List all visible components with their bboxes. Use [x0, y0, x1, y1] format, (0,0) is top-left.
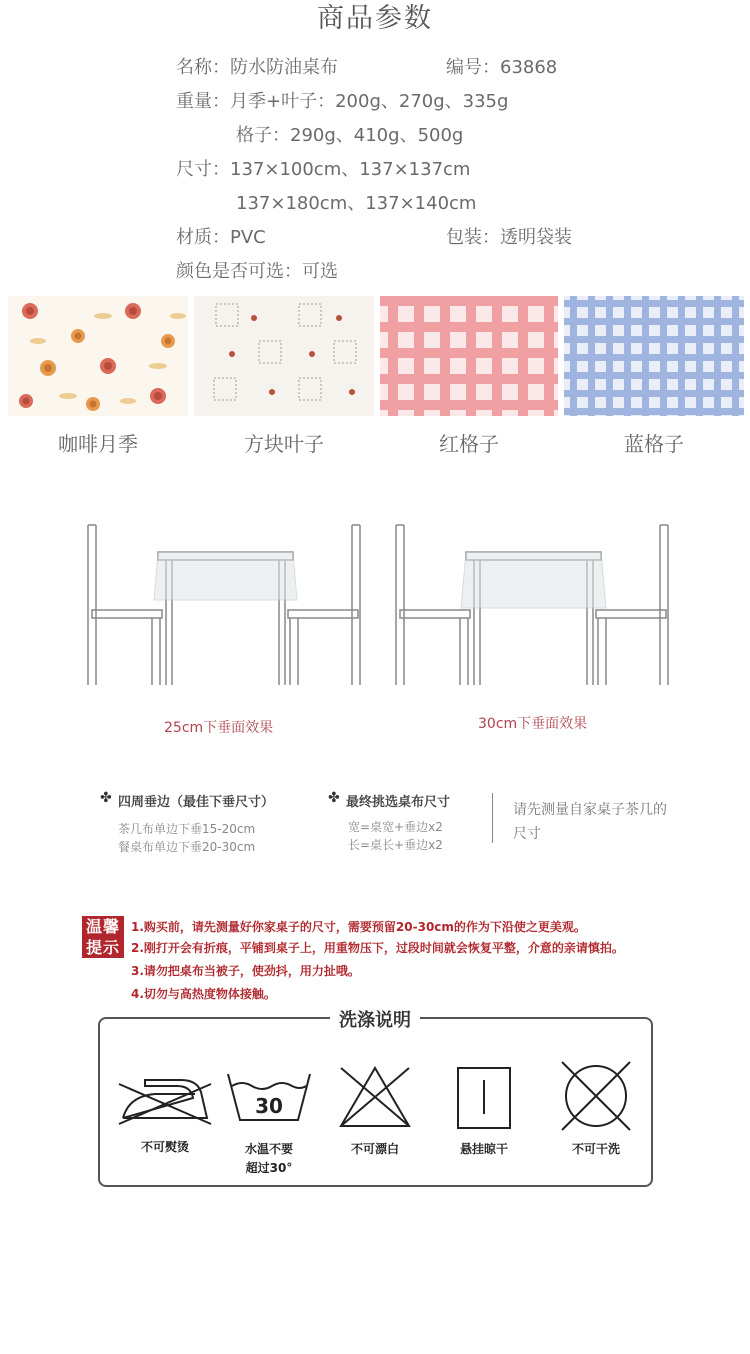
- param-color-option: 颜色是否可选：可选: [176, 261, 338, 282]
- wash-title: 洗涤说明: [330, 1006, 420, 1032]
- table-drape-30cm-illustration: [388, 520, 678, 690]
- hang-dry-icon: [456, 1066, 512, 1130]
- drape-25cm-label: 25cm下垂面效果: [164, 720, 274, 736]
- blue-plaid-icon: [564, 296, 744, 416]
- notice-item-4: 4.切勿与高热度物体接触。: [131, 987, 276, 1001]
- hang-dry-label: 悬挂晾干: [459, 1142, 508, 1156]
- red-plaid-icon: [380, 296, 558, 416]
- param-code: 编号：63868: [446, 57, 558, 78]
- no-iron-label: 不可熨烫: [140, 1140, 189, 1154]
- tip-dining-table-line: 餐桌布单边下垂20-30cm: [118, 840, 256, 854]
- square-leaf-pattern-icon: [194, 296, 374, 416]
- tip-length-formula: 长=桌长+垂边x2: [348, 838, 443, 852]
- swatch-caption-blue-plaid: 蓝格子: [624, 432, 684, 456]
- param-name: 名称：防水防油桌布: [176, 57, 338, 78]
- tip-width-formula: 宽=桌宽+垂边x2: [348, 820, 443, 834]
- no-bleach-icon: [337, 1064, 413, 1130]
- wash-temp-label-2: 超过30°: [245, 1161, 293, 1175]
- wash-temp-label: 水温不要: [244, 1142, 293, 1156]
- param-material: 材质：PVC: [176, 227, 266, 248]
- swatch-caption-red-plaid: 红格子: [439, 432, 499, 456]
- no-dry-clean-label: 不可干洗: [571, 1142, 620, 1156]
- swatch-caption-coffee-rose: 咖啡月季: [58, 432, 138, 456]
- param-size: 尺寸：137×100cm、137×137cm: [176, 159, 471, 180]
- drape-30cm-label: 30cm下垂面效果: [478, 716, 588, 732]
- table-drape-25cm-illustration: [80, 520, 370, 690]
- swatch-square-leaf[interactable]: [194, 296, 374, 416]
- notice-item-2: 2.刚打开会有折痕，平铺到桌子上，用重物压下，过段时间就会恢复平整，介意的亲请慎拍。: [131, 941, 624, 955]
- tip-drape-title: 四周垂边（最佳下垂尺寸）: [118, 795, 275, 810]
- tip-measure-line1: 请先测量自家桌子茶几的: [513, 802, 667, 818]
- no-bleach-label: 不可漂白: [350, 1142, 399, 1156]
- clover-icon: ✤: [100, 790, 112, 806]
- swatch-coffee-rose[interactable]: [8, 296, 188, 416]
- clover-icon: ✤: [328, 790, 340, 806]
- swatch-blue-plaid[interactable]: [564, 296, 744, 416]
- param-package: 包装：透明袋装: [446, 227, 572, 248]
- notice-item-1: 1.购买前，请先测量好你家桌子的尺寸，需要预留20-30cm的作为下沿使之更美观。: [131, 920, 586, 934]
- no-iron-icon: [115, 1072, 215, 1128]
- param-weight: 重量：月季+叶子：200g、270g、335g: [176, 91, 509, 112]
- tip-divider: [492, 793, 493, 843]
- tip-measure-line2: 尺寸: [513, 826, 541, 842]
- rose-pattern-icon: [8, 296, 188, 416]
- param-weight-plaid: 格子：290g、410g、500g: [236, 125, 464, 146]
- notice-item-3: 3.请勿把桌布当被子，使劲抖，用力扯哦。: [131, 964, 360, 978]
- tip-coffee-table-line: 茶几布单边下垂15-20cm: [118, 822, 256, 836]
- swatch-caption-square-leaf: 方块叶子: [244, 432, 324, 456]
- no-dry-clean-icon: [558, 1060, 634, 1132]
- swatch-red-plaid[interactable]: [380, 296, 558, 416]
- notice-badge: 温馨 提示: [82, 916, 124, 958]
- tip-size-title: 最终挑选桌布尺寸: [346, 795, 451, 810]
- wash-temp-value: 30: [255, 1094, 283, 1118]
- param-size-more: 137×180cm、137×140cm: [236, 193, 477, 214]
- page-title: 商品参数: [317, 3, 433, 34]
